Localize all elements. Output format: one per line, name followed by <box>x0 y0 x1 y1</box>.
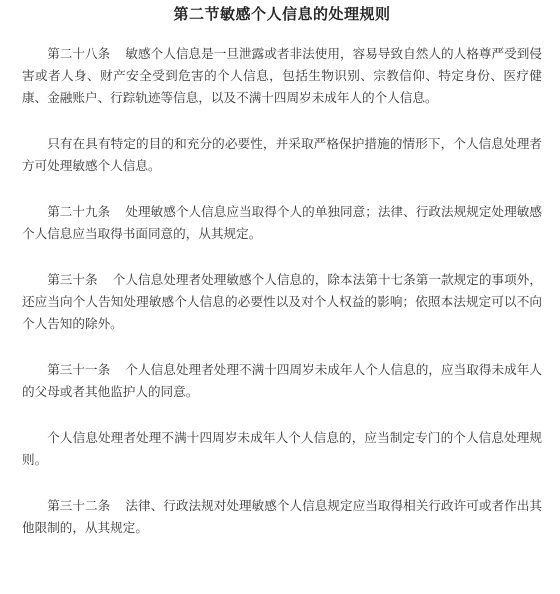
paragraph-article-29 <box>22 201 542 245</box>
paragraph-text: 敏感个人信息是一旦泄露或者非法使用，容易导致自然人的人格尊严受到侵害或者人身、财产安全受到危害的个人信息，包括生物识别、宗教信仰、特定身份、医疗健康、金融账户、行踪轨迹等信息，以及不满十四周岁未成年人的个人信息。 <box>22 46 543 105</box>
paragraph-article-31 <box>22 359 542 403</box>
paragraph-text: 个人信息处理者处理敏感个人信息的，除本法第十七条第一款规定的事项外，还应当向个人告知处理敏感个人信息的必要性以及对个人权益的影响；依照本法规定可以不向个人告知的除外。 <box>22 272 543 331</box>
article-number: 第三十条 <box>47 272 98 287</box>
paragraph-article-31-clause-2 <box>22 427 542 471</box>
article-number: 第二十九条 <box>47 204 111 219</box>
article-number: 第三十二条 <box>47 498 111 513</box>
paragraph-article-28 <box>22 43 542 109</box>
paragraph-text: 个人信息处理者处理不满十四周岁未成年人个人信息的，应当制定专门的个人信息处理规则。 <box>22 430 542 467</box>
paragraph-text: 法律、行政法规对处理敏感个人信息规定应当取得相关行政许可或者作出其他限制的，从其规定。 <box>22 498 543 535</box>
article-number: 第三十一条 <box>47 362 111 377</box>
paragraph-article-28-clause-2 <box>22 133 542 177</box>
paragraph-text: 只有在具有特定的目的和充分的必要性，并采取严格保护措施的情形下，个人信息处理者方可处理敏感个人信息。 <box>22 136 542 173</box>
paragraph-text: 处理敏感个人信息应当取得个人的单独同意；法律、行政法规规定处理敏感个人信息应当取得书面同意的，从其规定。 <box>22 204 543 241</box>
paragraph-article-30 <box>22 269 542 335</box>
section-title: 第二节敏感个人信息的处理规则 <box>173 5 391 23</box>
paragraph-text: 个人信息处理者处理不满十四周岁未成年人个人信息的，应当取得未成年人的父母或者其他监护人的同意。 <box>22 362 543 399</box>
article-number: 第二十八条 <box>47 46 111 61</box>
paragraph-article-32 <box>22 495 542 539</box>
